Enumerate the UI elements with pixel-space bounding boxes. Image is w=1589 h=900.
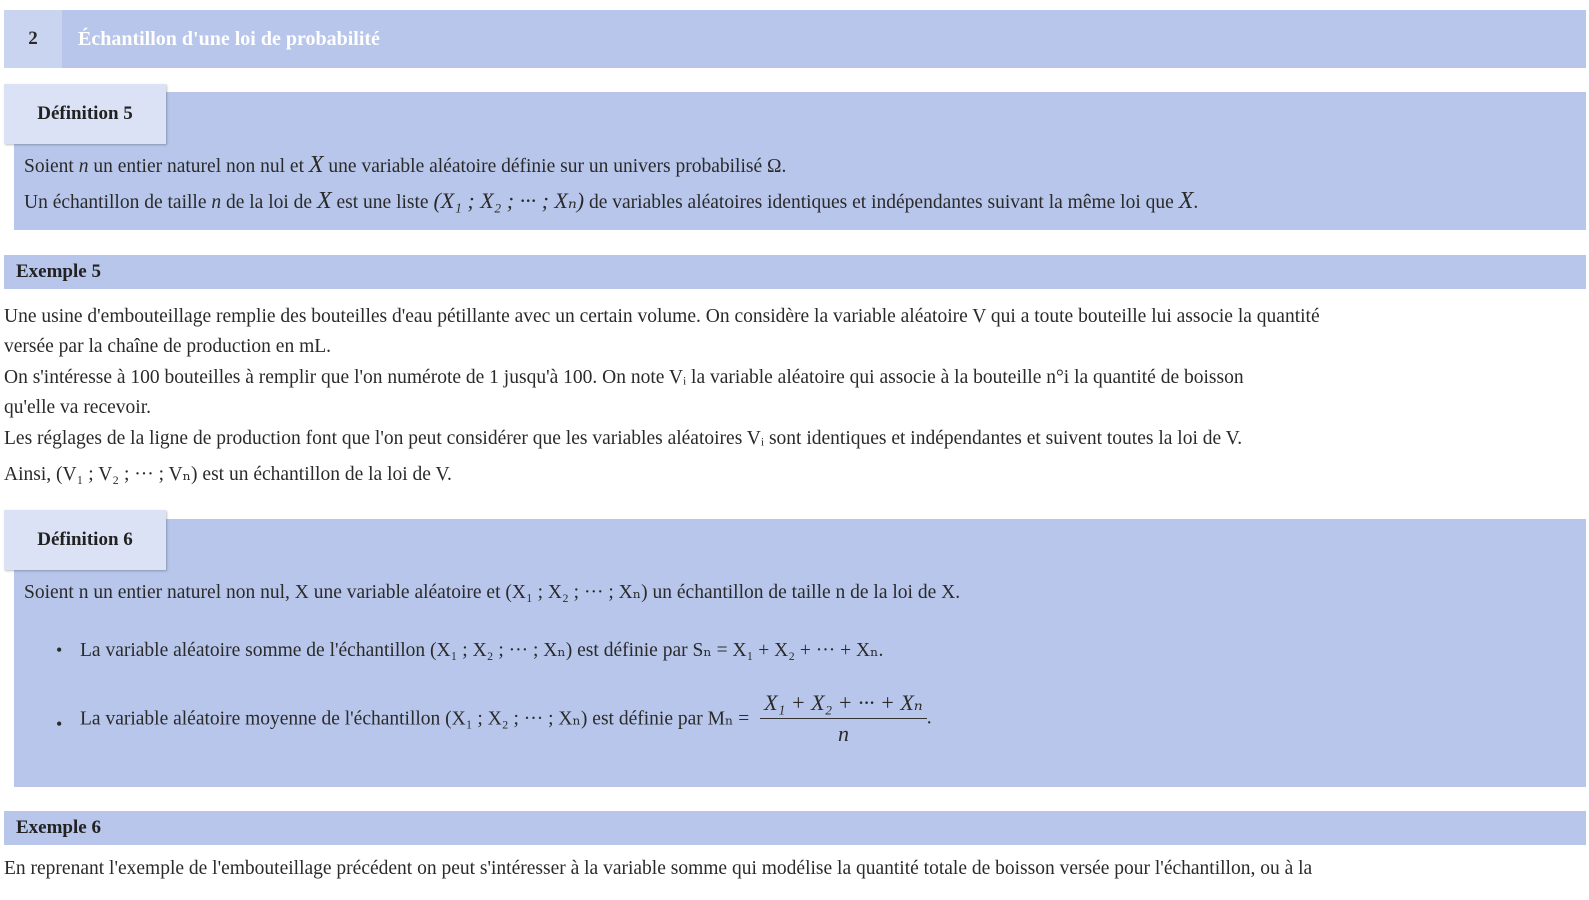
definition-5-label: Définition 5 [4, 84, 166, 144]
definition-6-intro: Soient n un entier naturel non nul, X une variable aléatoire et (X₁ ; X₂ ; ··· ; Xₙ) un échantillon de taille n de la loi de X. [24, 582, 961, 603]
example-5-line-2: versée par la chaîne de production en mL. [4, 336, 332, 357]
text-segment: . [1193, 192, 1199, 213]
example-5-label: Exemple 5 [16, 261, 101, 282]
bullet-dot-icon: • [56, 714, 63, 734]
text-segment: Un échantillon de taille [24, 192, 212, 213]
math-n: n [211, 192, 222, 213]
example-6-line-1: En reprenant l'exemple de l'embouteillage précédent on peut s'intéresser à la variable somme qui modélise la quantité totale de boisson versée pour l'échantillon, ou à la [4, 858, 1313, 879]
example-5-line-6: Ainsi, (V₁ ; V₂ ; ··· ; Vₙ) est un échantillon de la loi de V. [4, 464, 452, 485]
text-segment: de la loi de [221, 192, 317, 213]
example-6-label: Exemple 6 [16, 817, 101, 838]
section-number: 2 [4, 10, 62, 68]
math-X: X [1178, 188, 1194, 214]
text-segment: de variables aléatoires identiques et indépendantes suivant la même loi que [584, 192, 1179, 213]
definition-5-line-1 [24, 152, 786, 179]
section-header [4, 10, 1586, 68]
example-5-line-3: On s'intéresse à 100 bouteilles à remplir que l'on numérote de 1 jusqu'à 100. On note Vᵢ la variable aléatoire qui associe à la bouteille n°i la quantité de boisson [4, 367, 1244, 388]
example-5-line-4: qu'elle va recevoir. [4, 397, 151, 418]
fraction-numerator: X₁ + X₂ + ··· + Xₙ [760, 690, 927, 719]
math-X: X [316, 188, 332, 214]
fraction-denominator: n [837, 721, 849, 746]
example-5-line-5: Les réglages de la ligne de production font que l'on peut considérer que les variables aléatoires Vᵢ sont identiques et indépendantes et suivent toutes la loi de V. [4, 428, 1243, 449]
definition-6-bullet-1: La variable aléatoire somme de l'échantillon (X₁ ; X₂ ; ··· ; Xₙ) est définie par Sₙ = X₁ + X₂ + ··· + Xₙ. [80, 640, 884, 661]
text-segment: Soient [24, 156, 79, 177]
bullet-2-end: . [926, 707, 932, 729]
definition-5-line-2 [24, 188, 1198, 215]
math-n: n [78, 156, 89, 177]
math-X: X [308, 152, 324, 178]
mean-fraction [760, 690, 927, 747]
text-segment: un entier naturel non nul et [88, 156, 309, 177]
example-6-bar [4, 811, 1586, 845]
definition-6-bullet-2 [80, 690, 932, 747]
example-5-line-1: Une usine d'embouteillage remplie des bouteilles d'eau pétillante avec un certain volume. On considère la variable aléatoire V qui a toute bouteille lui associe la quantité [4, 306, 1320, 327]
definition-6-label: Définition 6 [4, 510, 166, 570]
bullet-dot-icon: • [56, 640, 63, 660]
section-title: Échantillon d'une loi de probabilité [78, 28, 380, 50]
bullet-2-text: La variable aléatoire moyenne de l'échantillon (X₁ ; X₂ ; ··· ; Xₙ) est définie par Mₙ = [80, 708, 750, 730]
text-segment: est une liste [331, 192, 434, 213]
example-5-bar [4, 255, 1586, 289]
math-tuple: (X₁ ; X₂ ; ··· ; Xₙ) [433, 188, 585, 213]
text-segment: une variable aléatoire définie sur un univers probabilisé Ω. [323, 156, 787, 177]
